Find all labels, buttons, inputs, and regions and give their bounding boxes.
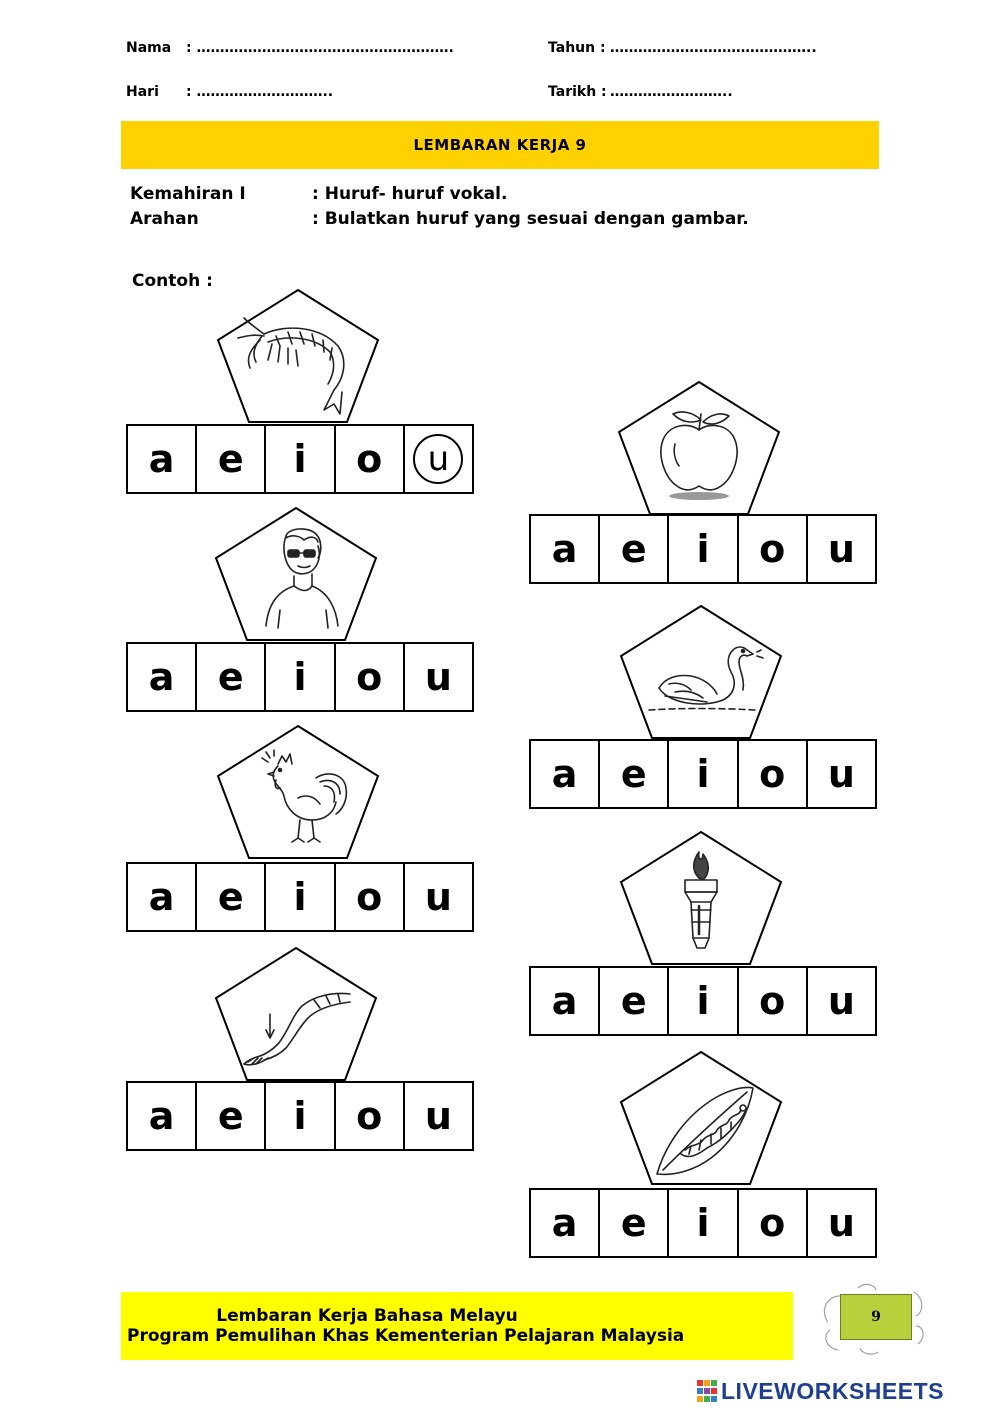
vowel-letter: u [827, 527, 855, 571]
vowel-letter: a [551, 752, 578, 796]
vowel-letter: e [620, 752, 647, 796]
pentagon-frame [619, 1050, 783, 1186]
vowel-row-7 [529, 966, 877, 1036]
vowel-option-i[interactable] [669, 1190, 738, 1256]
pentagon-frame [617, 380, 781, 516]
pentagon-frame [214, 506, 378, 642]
kemahiran-value: : Huruf- huruf vokal. [312, 184, 508, 204]
vowel-option-e[interactable] [600, 1190, 669, 1256]
vowel-option-i[interactable] [669, 968, 738, 1034]
vowel-option-i[interactable] [266, 426, 335, 492]
vowel-option-a[interactable] [531, 516, 600, 582]
vowel-letter: u [827, 752, 855, 796]
vowel-letter: o [759, 527, 786, 571]
vowel-option-u[interactable] [808, 516, 875, 582]
vowel-letter: e [217, 437, 244, 481]
vowel-letter: i [696, 1201, 710, 1245]
pentagon-frame [216, 288, 380, 424]
nama-label: Nama [126, 40, 172, 56]
vowel-letter: o [759, 752, 786, 796]
vowel-option-a[interactable] [531, 1190, 600, 1256]
vowel-letter: e [620, 979, 647, 1023]
arahan-value: : Bulatkan huruf yang sesuai dengan gambar. [312, 209, 749, 229]
vowel-option-a[interactable] [128, 1083, 197, 1149]
vowel-option-u[interactable] [405, 644, 472, 710]
vowel-letter: i [696, 527, 710, 571]
vowel-letter: u [413, 434, 463, 484]
vowel-option-e[interactable] [600, 516, 669, 582]
nama-input[interactable]: : ………………………………………………. [186, 40, 454, 56]
hari-label: Hari [126, 84, 159, 100]
vowel-letter: o [759, 1201, 786, 1245]
vowel-letter: i [293, 875, 307, 919]
vowel-option-a[interactable] [128, 644, 197, 710]
vowel-row-3 [126, 862, 474, 932]
vowel-option-u[interactable] [808, 968, 875, 1034]
vowel-letter: i [293, 437, 307, 481]
liveworksheets-brand[interactable] [697, 1376, 997, 1406]
vowel-option-a[interactable] [128, 426, 197, 492]
tarikh-input[interactable]: …………………….. [610, 84, 733, 100]
vowel-option-u[interactable] [808, 1190, 875, 1256]
vowel-letter: e [620, 527, 647, 571]
vowel-letter: o [356, 437, 383, 481]
vowel-letter: a [551, 979, 578, 1023]
vowel-option-o[interactable] [739, 741, 808, 807]
vowel-row-1 [126, 424, 474, 494]
vowel-letter: o [356, 655, 383, 699]
vowel-option-a[interactable] [128, 864, 197, 930]
vowel-option-u[interactable] [405, 1083, 472, 1149]
vowel-option-i[interactable] [266, 644, 335, 710]
arahan-label: Arahan [130, 209, 199, 229]
tarikh-label: Tarikh : [548, 84, 607, 100]
vowel-letter: o [356, 1094, 383, 1138]
vowel-option-e[interactable] [197, 426, 266, 492]
vowel-option-e[interactable] [600, 741, 669, 807]
footer-line-2: Program Pemulihan Khas Kementerian Pelajaran Malaysia [127, 1326, 685, 1346]
vowel-letter: u [827, 979, 855, 1023]
vowel-letter: i [696, 979, 710, 1023]
vowel-option-o[interactable] [739, 516, 808, 582]
page-number-badge [818, 1282, 928, 1357]
vowel-letter: e [217, 875, 244, 919]
vowel-letter: o [759, 979, 786, 1023]
vowel-row-5 [529, 514, 877, 584]
vowel-row-4 [126, 1081, 474, 1151]
kemahiran-label: Kemahiran I [130, 184, 246, 204]
vowel-option-u[interactable] [405, 426, 472, 492]
vowel-letter: a [551, 527, 578, 571]
vowel-letter: a [148, 437, 175, 481]
vowel-option-o[interactable] [336, 644, 405, 710]
vowel-letter: a [148, 875, 175, 919]
vowel-option-o[interactable] [336, 1083, 405, 1149]
vowel-letter: e [217, 1094, 244, 1138]
vowel-option-e[interactable] [197, 644, 266, 710]
vowel-letter: i [696, 752, 710, 796]
footer-banner [121, 1292, 793, 1360]
vowel-letter: u [424, 1094, 452, 1138]
tahun-input[interactable]: …………………………………….. [610, 40, 817, 56]
vowel-row-8 [529, 1188, 877, 1258]
tahun-label: Tahun : [548, 40, 606, 56]
worksheet-title: LEMBARAN KERJA 9 [121, 121, 879, 169]
hari-input[interactable]: : ……………………….. [186, 84, 334, 100]
vowel-option-o[interactable] [336, 864, 405, 930]
vowel-option-u[interactable] [808, 741, 875, 807]
vowel-letter: e [217, 655, 244, 699]
vowel-option-i[interactable] [266, 864, 335, 930]
pentagon-frame [619, 830, 783, 966]
pentagon-frame [214, 946, 378, 1082]
pentagon-frame [619, 604, 783, 740]
vowel-option-e[interactable] [600, 968, 669, 1034]
vowel-letter: u [827, 1201, 855, 1245]
vowel-letter: a [148, 655, 175, 699]
vowel-option-e[interactable] [197, 1083, 266, 1149]
pentagon-frame [216, 724, 380, 860]
vowel-row-2 [126, 642, 474, 712]
vowel-letter: u [424, 655, 452, 699]
page-number: 9 [840, 1294, 912, 1340]
liveworksheets-wordmark: LIVEWORKSHEETS [721, 1377, 944, 1404]
vowel-option-o[interactable] [336, 426, 405, 492]
footer-line-1: Lembaran Kerja Bahasa Melayu [216, 1306, 518, 1326]
vowel-option-u[interactable] [405, 864, 472, 930]
vowel-option-i[interactable] [669, 741, 738, 807]
vowel-option-o[interactable] [739, 1190, 808, 1256]
vowel-option-i[interactable] [669, 516, 738, 582]
vowel-option-o[interactable] [739, 968, 808, 1034]
vowel-option-a[interactable] [531, 741, 600, 807]
vowel-option-i[interactable] [266, 1083, 335, 1149]
vowel-row-6 [529, 739, 877, 809]
vowel-letter: i [293, 1094, 307, 1138]
vowel-letter: a [551, 1201, 578, 1245]
vowel-letter: o [356, 875, 383, 919]
vowel-letter: i [293, 655, 307, 699]
contoh-label: Contoh : [132, 271, 213, 291]
vowel-option-e[interactable] [197, 864, 266, 930]
vowel-option-a[interactable] [531, 968, 600, 1034]
vowel-letter: a [148, 1094, 175, 1138]
vowel-letter: u [424, 875, 452, 919]
vowel-letter: e [620, 1201, 647, 1245]
liveworksheets-logo-icon [697, 1380, 717, 1402]
